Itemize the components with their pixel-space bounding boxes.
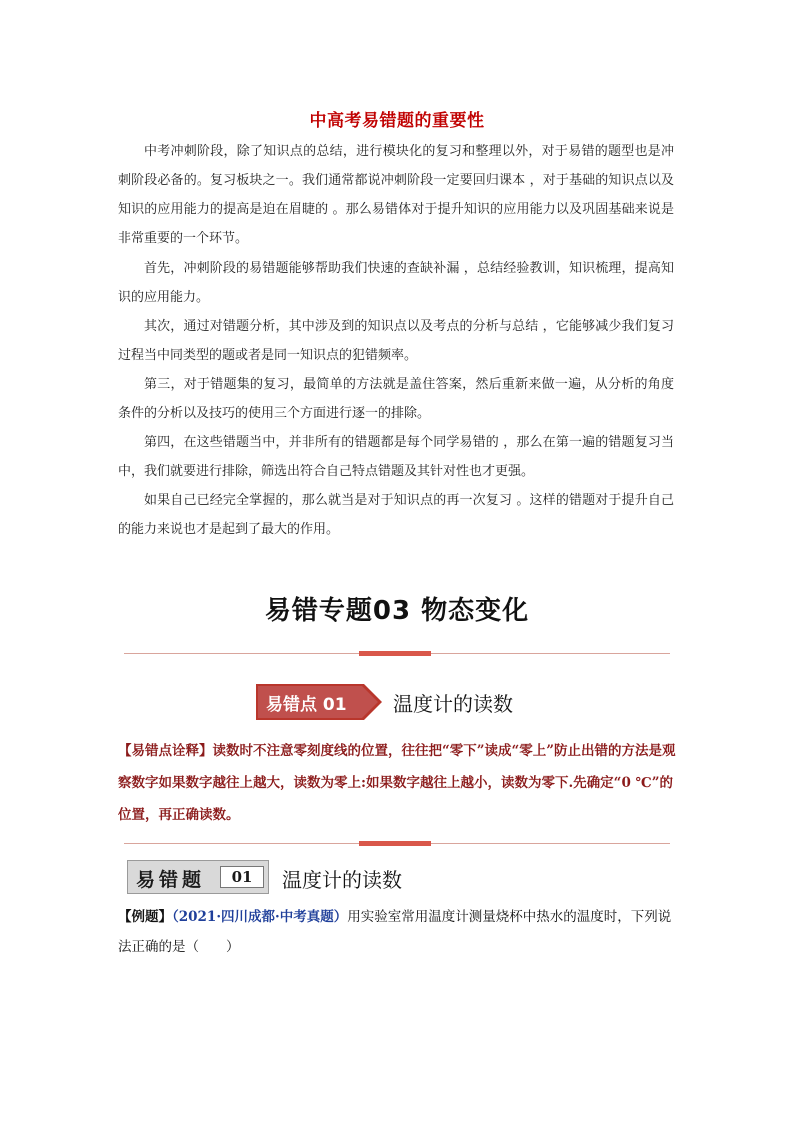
topic-title: 易错专题03 物态变化 [264, 596, 530, 626]
intro-paragraph-5: 第四，在这些错题当中，并非所有的错题都是每个同学易错的 ，那么在第一遍的错题复习当中，我们就要进行排除，筛选出符合自己特点错题及其针对性也才更强。 [118, 435, 674, 479]
intro-paragraph-6: 如果自己已经完全掌握的，那么就当是对于知识点的再一次复习 。这样的错题对于提升自己的能力来说也才是起到了最大的作用。 [118, 493, 674, 537]
intro-paragraph-3: 其次，通过对错题分析，其中涉及到的知识点以及考点的分析与总结 ，它能够减少我们复习过程当中同类型的题或者是同一知识点的犯错频率。 [118, 319, 674, 363]
point-explanation: 【易错点诠释】读数时不注意零刻度线的位置，往往把“零下”读成“零上”防止出错的方法是观察数字如果数字越往上越大，读数为零上:如果数字越往上越小，读数为零下.先确定“0 ℃”的位置，再正确读数。 [118, 743, 676, 823]
question-number-box [220, 866, 264, 888]
point-title: 温度计的读数 [393, 692, 513, 716]
intro-paragraph-1: 中考冲刺阶段，除了知识点的总结，进行模块化的复习和整理以外，对于易错的题型也是冲刺阶段必备的。复习板块之一。我们通常都说冲刺阶段一定要回归课本 ，对于基础的知识点以及知识的应用能力的提高是迫在眉睫的 。那么易错体对于提升知识的应用能力以及巩固基础来说是非常重要的一个环节。 [118, 144, 674, 246]
intro-title: 中高考易错题的重要性 [309, 111, 485, 131]
question-label: 易错题 [136, 869, 206, 891]
example-tag: 【例题】 [118, 909, 172, 925]
point-badge-label: 易错点 01 [266, 695, 347, 715]
intro-paragraph-2: 首先，冲刺阶段的易错题能够帮助我们快速的查缺补漏 ，总结经验教训，知识梳理，提高知识的应用能力。 [118, 261, 674, 305]
example-question [118, 902, 678, 962]
example-text: 用实验室常用温度计测量烧杯中热水的温度时，下列说法正确的是（ ） [118, 909, 672, 955]
question-title: 温度计的读数 [282, 868, 402, 892]
example-source: （2021·四川成都·中考真题） [172, 909, 348, 925]
question-number: 01 [231, 868, 253, 886]
question-label-box [127, 860, 269, 894]
divider-accent [359, 651, 431, 656]
intro-paragraph-4: 第三，对于错题集的复习，最简单的方法就是盖住答案，然后重新来做一遍，从分析的角度条件的分析以及技巧的使用三个方面进行逐一的排除。 [118, 377, 674, 421]
divider-accent-2 [359, 841, 431, 846]
